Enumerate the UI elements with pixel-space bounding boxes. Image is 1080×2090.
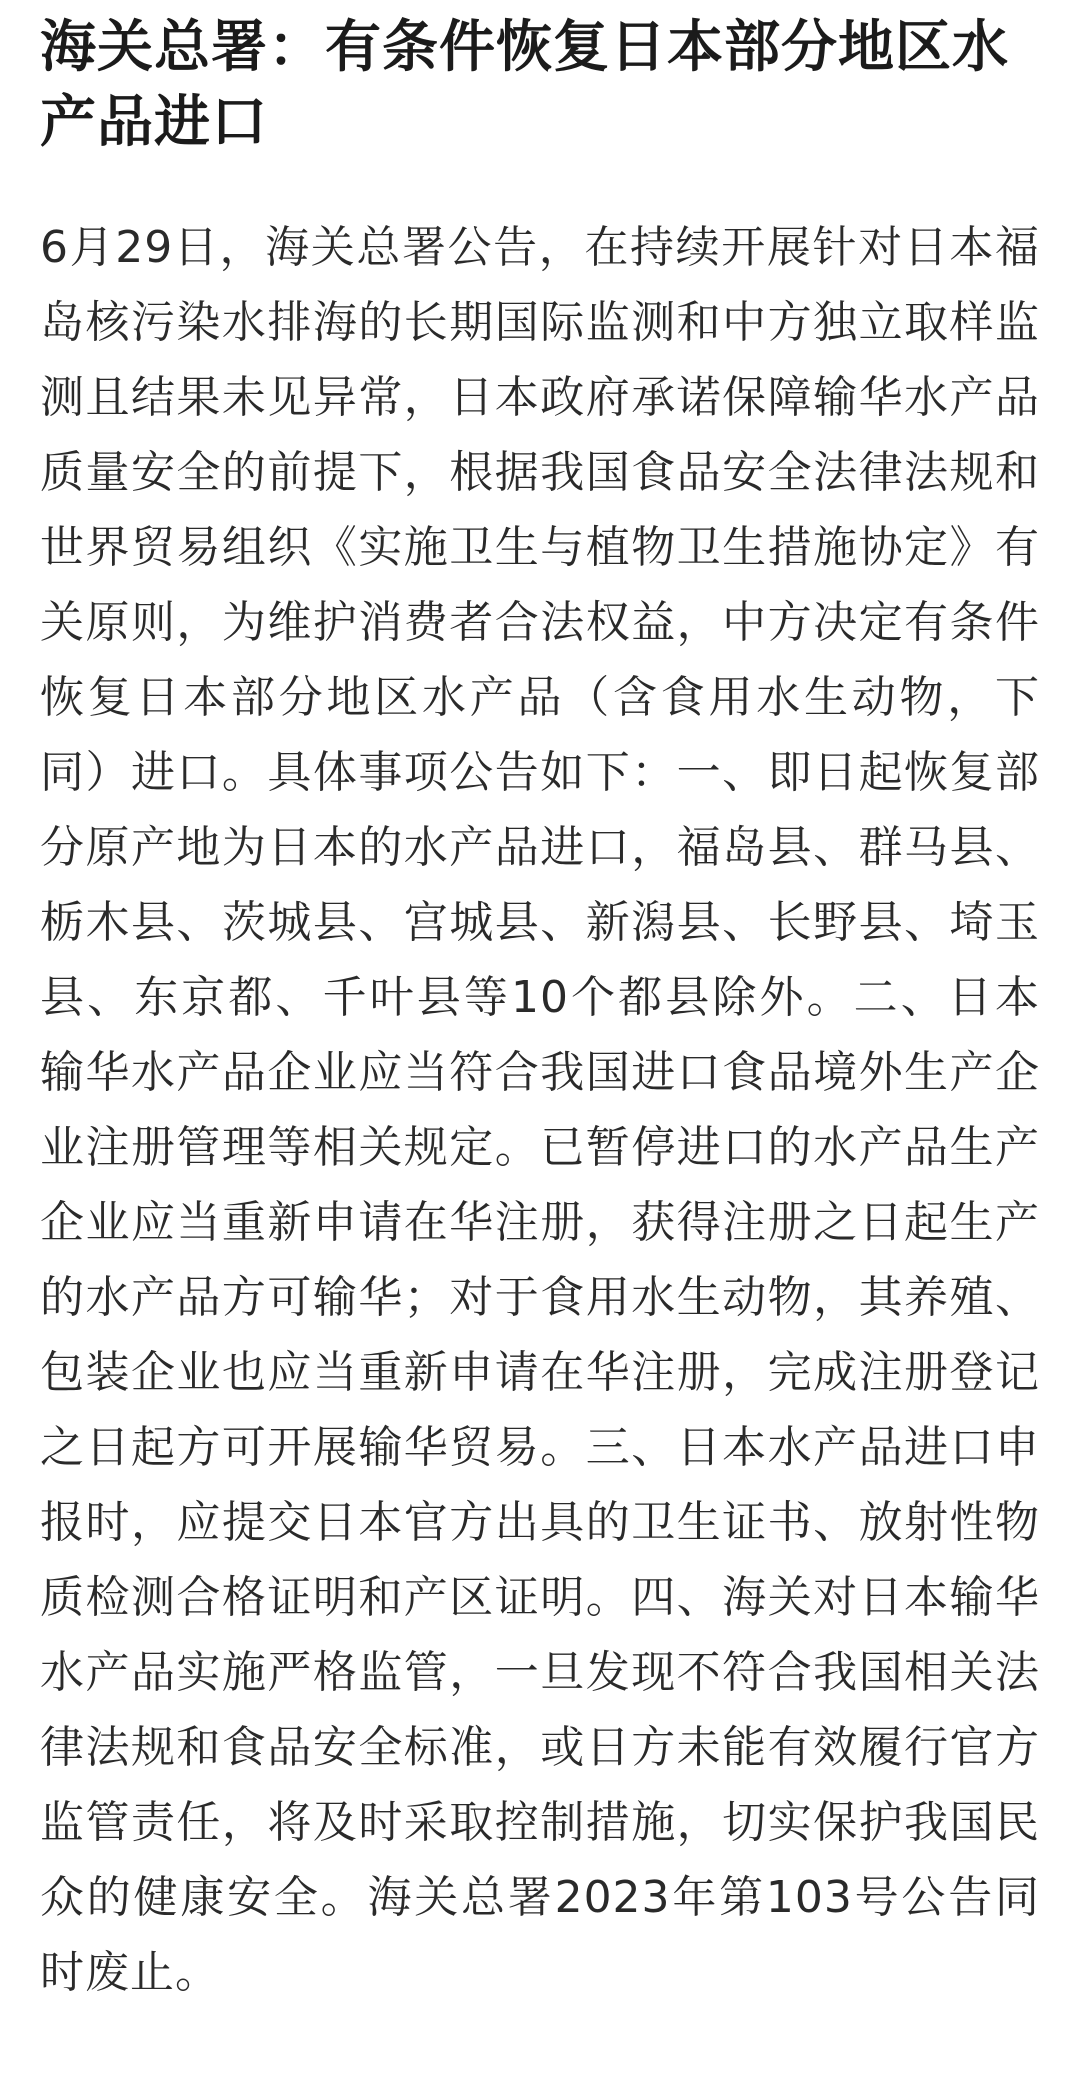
article-title: 海关总署：有条件恢复日本部分地区水产品进口 <box>40 15 1009 155</box>
article-body: 6月29日，海关总署公告，在持续开展针对日本福岛核污染水排海的长期国际监测和中方独立取样监测且结果未见异常，日本政府承诺保障输华水产品质量安全的前提下，根据我国食品安全法律法规和世界贸易组织《实施卫生与植物卫生措施协定》有关原则，为维护消费者合法权益，中方决定有条件恢复日本部分地区水产品（含食用水生动物，下同）进口。具体事项公告如下：一、即日起恢复部分原产地为日本的水产品进口，福岛县、群马县、栃木县、茨城县、宫城县、新潟县、长野县、埼玉县、东京都、千叶县等10个都县除外。二、日本输华水产品企业应当符合我国进口食品境外生产企业注册管理等相关规定。已暂停进口的水产品生产企业应当重新申请在华注册，获得注册之日起生产的水产品方可输华；对于食用水生动物，其养殖、包装企业也应当重新申请在华注册，完成注册登记之日起方可开展输华贸易。三、日本水产品进口申报时，应提交日本官方出具的卫生证书、放射性物质检测合格证明和产区证明。四、海关对日本输华水产品实施严格监管，一旦发现不符合我国相关法律法规和食品安全标准，或日方未能有效履行官方监管责任，将及时采取控制措施，切实保护我国民众的健康安全。海关总署2023年第103号公告同时废止。 <box>40 222 1040 1998</box>
